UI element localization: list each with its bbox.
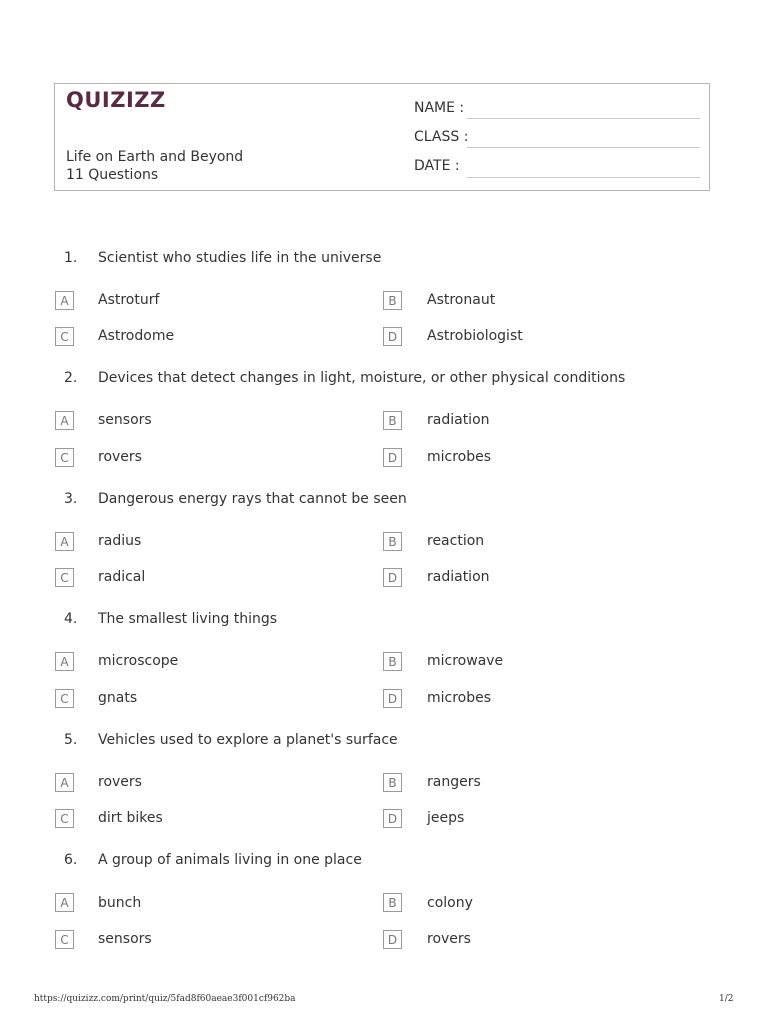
- date-label: DATE :: [414, 158, 460, 174]
- question-text: Scientist who studies life in the universe: [98, 250, 382, 266]
- option-letter-box: A: [55, 893, 74, 912]
- option-letter-box: B: [383, 773, 402, 792]
- option-letter-box: D: [383, 327, 402, 346]
- question-number: 3.: [64, 491, 78, 507]
- question-text: Vehicles used to explore a planet's surface: [98, 732, 398, 748]
- option-text: bunch: [98, 895, 142, 911]
- name-line: [467, 118, 700, 119]
- class-label: CLASS :: [414, 129, 469, 145]
- option-text: radiation: [427, 412, 490, 428]
- class-line: [467, 147, 700, 148]
- option-letter-box: C: [55, 448, 74, 467]
- question-text: Dangerous energy rays that cannot be seen: [98, 491, 407, 507]
- question: [64, 370, 625, 386]
- option-letter-box: D: [383, 809, 402, 828]
- option-letter-box: B: [383, 893, 402, 912]
- option-text: jeeps: [427, 810, 465, 826]
- question-text: A group of animals living in one place: [98, 852, 362, 868]
- option-letter-box: A: [55, 411, 74, 430]
- option-letter-box: A: [55, 532, 74, 551]
- option-text: reaction: [427, 533, 485, 549]
- name-label: NAME :: [414, 100, 465, 116]
- question-count: 11 Questions: [66, 167, 159, 183]
- question-number: 4.: [64, 611, 78, 627]
- date-line: [467, 177, 700, 178]
- option-text: rovers: [427, 931, 471, 947]
- option-letter-box: D: [383, 448, 402, 467]
- option-text: dirt bikes: [98, 810, 163, 826]
- quizizz-logo: QUIZIZZ: [66, 88, 166, 112]
- question-number: 1.: [64, 250, 78, 266]
- option-text: Astroturf: [98, 292, 160, 308]
- option-text: colony: [427, 895, 473, 911]
- option-text: microscope: [98, 653, 179, 669]
- option-text: Astronaut: [427, 292, 496, 308]
- option-letter-box: C: [55, 930, 74, 949]
- option-letter-box: B: [383, 411, 402, 430]
- option-text: rovers: [98, 449, 142, 465]
- option-text: Astrodome: [98, 328, 175, 344]
- option-letter-box: D: [383, 930, 402, 949]
- question: [64, 491, 407, 507]
- quiz-title: Life on Earth and Beyond: [66, 149, 244, 165]
- option-letter-box: A: [55, 652, 74, 671]
- option-text: microbes: [427, 690, 492, 706]
- option-text: radius: [98, 533, 142, 549]
- option-text: microbes: [427, 449, 492, 465]
- question: [64, 250, 381, 266]
- option-letter-box: D: [383, 568, 402, 587]
- question: [64, 611, 277, 627]
- option-text: radical: [98, 569, 146, 585]
- page-number: 1/2: [719, 994, 734, 1004]
- option-letter-box: B: [383, 291, 402, 310]
- option-letter-box: B: [383, 652, 402, 671]
- option-letter-box: C: [55, 809, 74, 828]
- question-number: 5.: [64, 732, 78, 748]
- option-text: Astrobiologist: [427, 328, 523, 344]
- option-text: sensors: [98, 412, 152, 428]
- option-letter-box: B: [383, 532, 402, 551]
- question-number: 2.: [64, 370, 78, 386]
- option-text: microwave: [427, 653, 504, 669]
- option-letter-box: C: [55, 689, 74, 708]
- question-number: 6.: [64, 852, 78, 868]
- option-letter-box: C: [55, 327, 74, 346]
- question-text: The smallest living things: [98, 611, 278, 627]
- question: [64, 852, 362, 868]
- option-letter-box: A: [55, 773, 74, 792]
- option-text: rovers: [98, 774, 142, 790]
- option-text: rangers: [427, 774, 481, 790]
- option-letter-box: C: [55, 568, 74, 587]
- option-text: gnats: [98, 690, 138, 706]
- option-text: radiation: [427, 569, 490, 585]
- question: [64, 732, 398, 748]
- option-letter-box: D: [383, 689, 402, 708]
- footer-url: https://quizizz.com/print/quiz/5fad8f60aeae3f001cf962ba: [34, 994, 296, 1004]
- question-text: Devices that detect changes in light, moisture, or other physical conditions: [98, 370, 626, 386]
- option-text: sensors: [98, 931, 152, 947]
- option-letter-box: A: [55, 291, 74, 310]
